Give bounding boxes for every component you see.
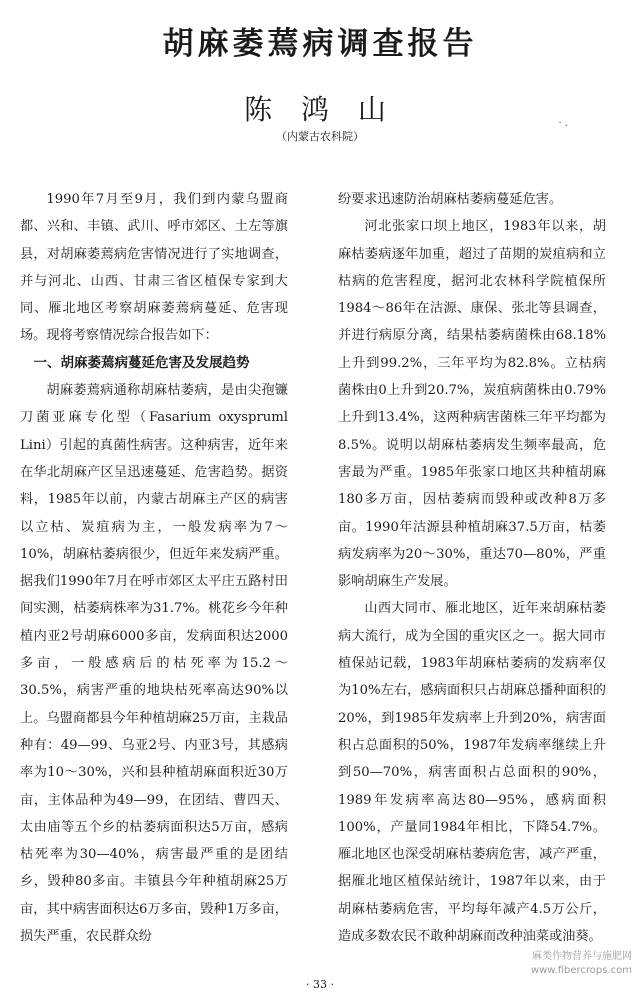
- continuation-paragraph: 纷要求迅速防治胡麻枯萎病蔓延危害。: [338, 192, 563, 207]
- stray-mark: · .: [558, 118, 568, 129]
- watermark: [531, 950, 632, 978]
- left-column: [20, 186, 288, 950]
- section-1-heading: 一、胡麻萎蔫病蔓延危害及发展趋势: [33, 354, 250, 371]
- intro-paragraph: 1990年7月至9月，我们到内蒙乌盟商都、兴和、丰镇、武川、呼市郊区、土左等旗县，对胡麻萎蔫病危害情况进行了实地调查，并与河北、山西、甘肃三省区植保专家到大同、雁北地区考察胡麻萎蔫病蔓延、危害现场。现将考察情况综合报告如下：: [20, 192, 288, 344]
- hebei-paragraph: 河北张家口坝上地区，1983年以来，胡麻枯萎病逐年加重，超过了苗期的炭疽病和立枯病的危害程度，据河北农林科学院植保所1984～86年在沽源、康保、张北等县调查，并进行病原分离，结果枯萎病菌株由68.18%上升到99.2%，三年平均为82.8%。立枯病菌株由0上升到20.7%，炭疽病菌株由0.79%上升到13.4%，这两种病害菌株三年平均都为8.5%。说明以胡麻枯萎病发生频率最高，危害最为严重。1985年张家口地区共种植胡麻180多万亩，因枯萎病而毁种或改种8万多亩。1990年沽源县种植胡麻37.5万亩，枯萎病发病率为20～30%，重达70—80%，严重影响胡麻生产发展。: [338, 219, 606, 590]
- author-name: 陈 鸿 山: [244, 93, 396, 126]
- watermark-line-1: 麻类作物营养与施肥网: [532, 951, 632, 962]
- author-affiliation: （内蒙古农科院）: [276, 130, 364, 143]
- section-1-paragraph: 胡麻萎蔫病通称胡麻枯萎病，是由尖孢镰刀菌亚麻专化型（Fasarium oxyspruml Lini）引起的真菌性病害。这种病害，近年来在华北胡麻产区呈迅速蔓延、危害趋势。据资料，1985年以前，内蒙古胡麻主产区的病害以立枯、炭疽病为主，一般发病率为7～10%，胡麻枯萎病很少，但近年来发病严重。据我们1990年7月在呼市郊区太平庄五路村田间实测，枯萎病株率为31.7%。桃花乡今年种植内亚2号胡麻6000多亩，发病面积达2000多亩，一般感病后的枯死率为15.2～30.5%，病害严重的地块枯死率高达90%以上。乌盟商都县今年种植胡麻25万亩，主栽品种有：49—99、乌亚2号、内亚3号，其感病率为10～30%，兴和县种植胡麻面积近30万亩，主体品种为49—99，在团结、曹四天、太由庙等五个乡的枯萎病面积达5万亩，感病枯死率为30—40%，病害最严重的是团结乡，毁种80多亩。丰镇县今年种植胡麻25万亩，其中病害面积达6万多亩，毁种1万多亩，损失严重，农民群众纷: [20, 383, 288, 945]
- right-column: [338, 186, 606, 950]
- shanxi-paragraph: 山西大同市、雁北地区，近年来胡麻枯萎病大流行，成为全国的重灾区之一。据大同市植保站记载，1983年胡麻枯萎病的发病率仅为10%左右，感病面积只占胡麻总播种面积的20%，到1985年发病率上升到20%，病害面积占总面积的50%，1987年发病率继续上升到50—70%，病害面积占总面积的90%，1989年发病率高达80—95%，感病面积100%，产量同1984年相比，下降54.7%。雁北地区也深受胡麻枯萎病危害，减产严重，据雁北地区植保站统计，1987年以来，由于胡麻枯萎病危害，平均每年减产4.5万公斤，造成多数农民不敢种胡麻而改种油菜或油葵。: [338, 601, 606, 945]
- article-title: 胡麻萎蔫病调查报告: [162, 26, 478, 62]
- page-number: · 33 ·: [306, 978, 334, 991]
- watermark-line-2: www.fibercrops.com: [530, 965, 632, 976]
